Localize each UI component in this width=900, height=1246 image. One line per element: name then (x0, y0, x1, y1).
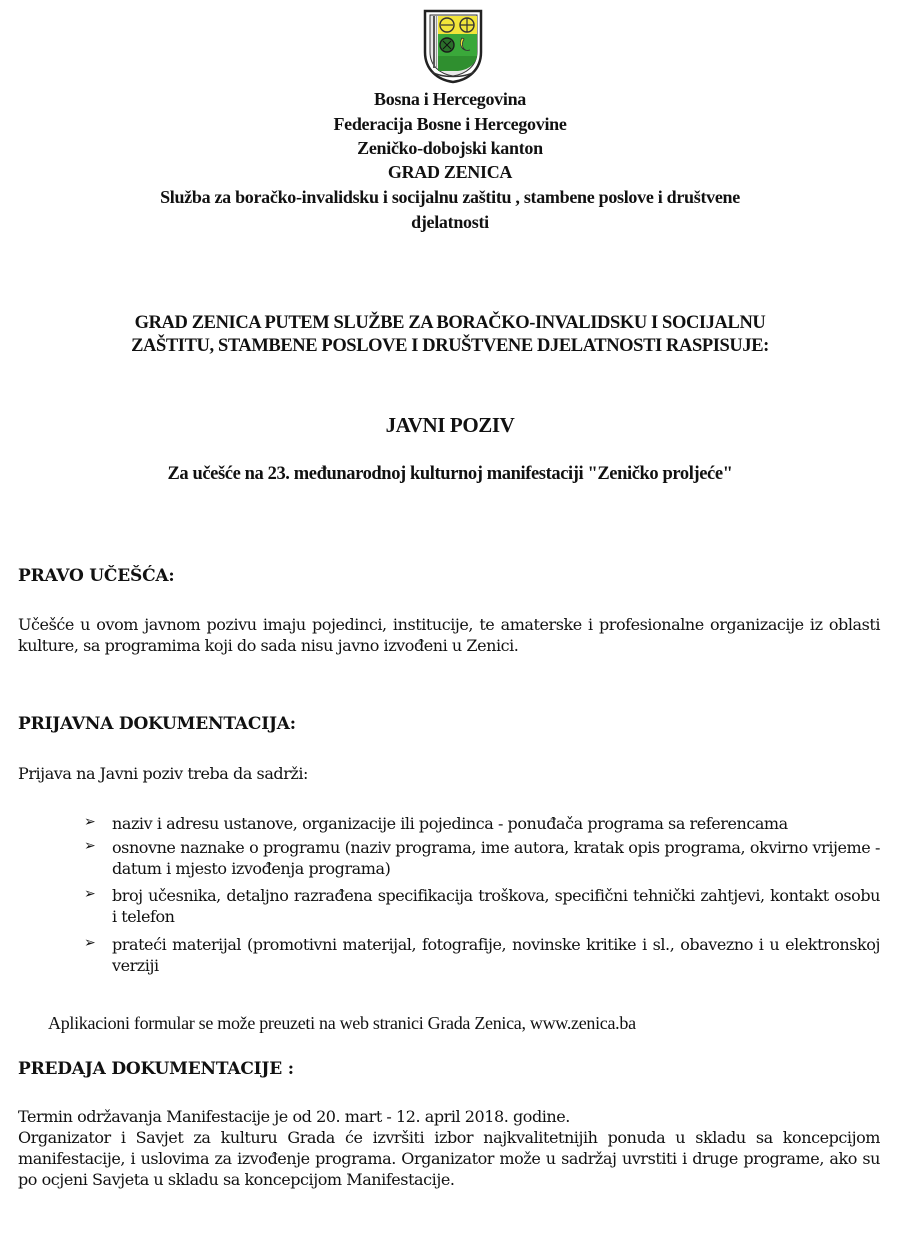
pravo-text: Učešće u ovom javnom pozivu imaju pojedinci, institucije, te amaterske i profesionalne organizacije iz oblasti kulture, sa programima koji do sada nisu javno izvođeni u Zenici. (18, 615, 880, 655)
list-item: osnovne naznake o programu (naziv programa, ime autora, kratak opis programa, okvirno vrijeme - datum i mjesto izvođenja programa) (112, 838, 880, 878)
arrow-bullet-icon: ➢ (84, 886, 96, 902)
list-item: prateći materijal (promotivni materijal, fotografije, novinske kritike i sl., obavezno i u elektronskoj verziji (112, 935, 880, 975)
list-item: broj učesnika, detaljno razrađena specifikacija troškova, specifični tehnički zahtjevi, kontakt osobu i telefon (112, 886, 880, 926)
page-title: JAVNI POZIV (385, 413, 515, 437)
arrow-bullet-icon: ➢ (84, 935, 96, 951)
section-heading-pravo: PRAVO UČEŠĆA: (18, 566, 175, 586)
header-canton: Zeničko-dobojski kanton (357, 138, 543, 158)
prijavna-intro: Prijava na Javni poziv treba da sadrži: (18, 764, 308, 783)
header-city: GRAD ZENICA (387, 162, 513, 182)
section-heading-predaja: PREDAJA DOKUMENTACIJE : (18, 1059, 294, 1079)
predaja-dates: Termin održavanja Manifestacije je od 20. mart - 12. april 2018. godine. (18, 1107, 570, 1126)
header-service-cont: djelatnosti (411, 212, 489, 232)
arrow-bullet-icon: ➢ (84, 838, 96, 854)
header-service: Služba za boračko-invalidsku i socijalnu zaštitu , stambene poslove i društvene (160, 187, 740, 207)
list-item: naziv i adresu ustanove, organizacije ili pojedinca - ponuđača programa sa referencama (112, 814, 788, 833)
announcement-line-1: GRAD ZENICA PUTEM SLUŽBE ZA BORAČKO-INVALIDSKU I SOCIJALNU (134, 313, 766, 333)
announcement-line-2: ZAŠTITU, STAMBENE POSLOVE I DRUŠTVENE DJELATNOSTI RASPISUJE: (131, 336, 769, 356)
predaja-text: Organizator i Savjet za kulturu Grada će izvršiti izbor najkvalitetnijih ponuda u skladu sa koncepcijom manifestacije, i uslovima za izvođenje programa. Organizator može u sadržaj uvrstiti i druge programe, ako su po ocjeni Savjeta u skladu sa koncepcijom Manifestacije. (18, 1128, 880, 1189)
header-country: Bosna i Hercegovina (374, 89, 526, 109)
coat-of-arms-logo (422, 8, 484, 84)
section-heading-prijavna: PRIJAVNA DOKUMENTACIJA: (18, 714, 296, 734)
header-federation: Federacija Bosne i Hercegovine (333, 114, 567, 134)
application-form-note: Aplikacioni formular se može preuzeti na web stranici Grada Zenica, www.zenica.ba (48, 1013, 636, 1033)
arrow-bullet-icon: ➢ (84, 814, 96, 830)
page-subtitle: Za učešće na 23. međunarodnoj kulturnoj manifestaciji "Zeničko proljeće" (167, 464, 733, 484)
